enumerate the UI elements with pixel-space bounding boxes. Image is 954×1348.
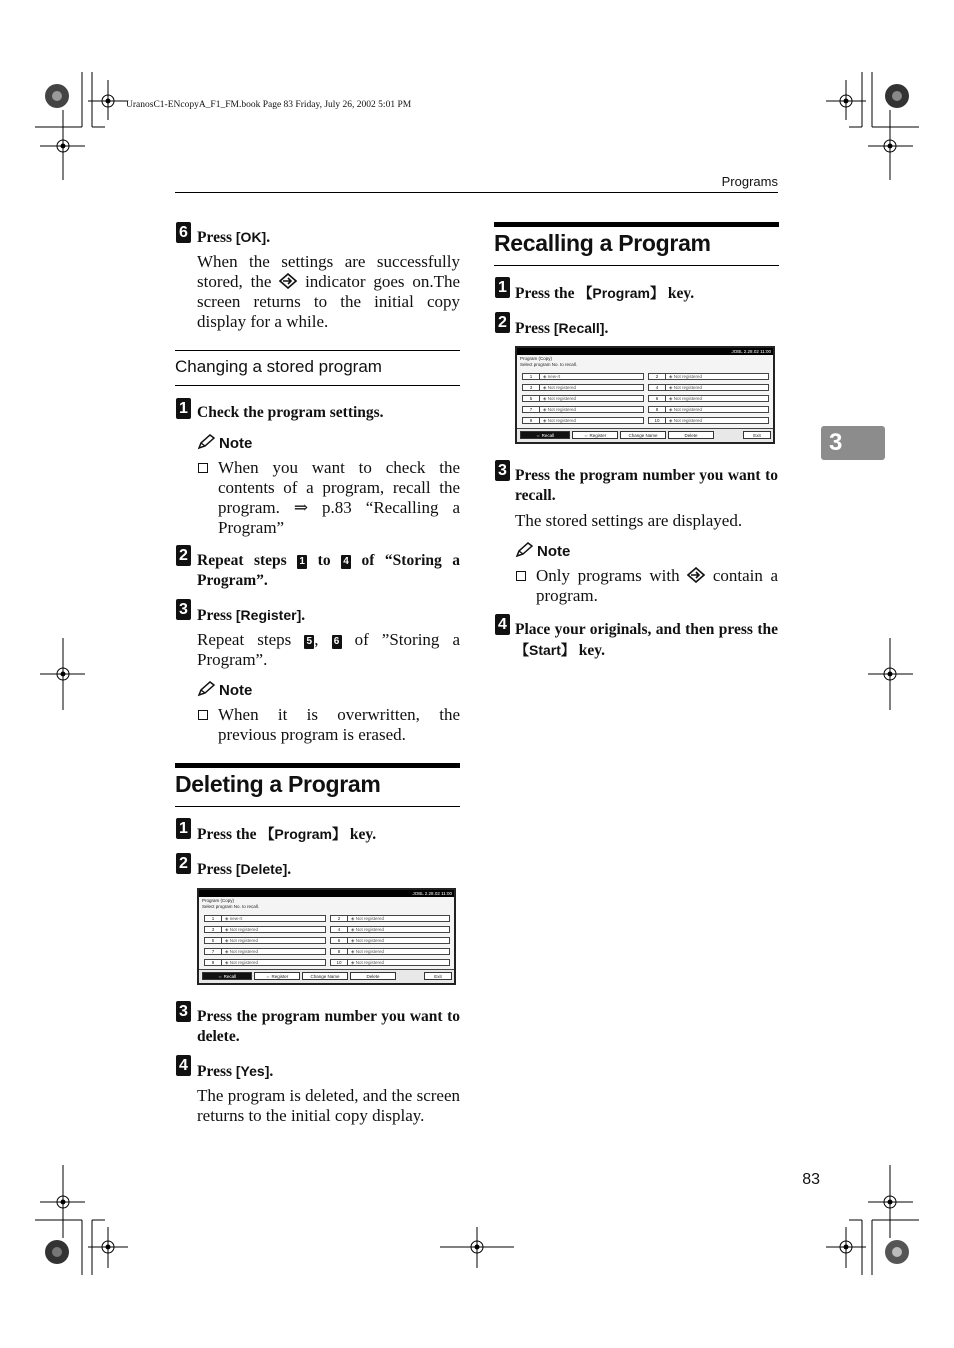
note-2-text: When it is overwritten, the previous program is erased. xyxy=(218,705,460,744)
screen-change-name-button: Change Name xyxy=(620,431,666,439)
step-badge: 4 xyxy=(176,1055,191,1076)
program-slot: 5 ◈ Not registered xyxy=(204,937,326,944)
screen-prompt: Select program No. to recall. xyxy=(520,362,578,367)
repeat-steps-heading: Repeat steps 1 to 4 of “Storing a Program”. xyxy=(197,552,460,589)
program-slot: 2 ◈ Not registered xyxy=(648,373,769,380)
chapter-tab: 3 xyxy=(821,426,885,460)
running-head: Programs xyxy=(721,174,778,189)
step-badge: 1 xyxy=(176,398,191,419)
press-yes-body: The program is deleted, and the screen returns to the initial copy display. xyxy=(197,1086,460,1125)
delete-key-label: [Delete] xyxy=(235,861,288,877)
program-slot: 7 ◈ Not registered xyxy=(204,948,326,955)
program-slot: 2 ◈ Not registered xyxy=(330,915,450,922)
program-slot: 1 ◈ new-rt xyxy=(204,915,326,922)
checkbox-bullet xyxy=(516,571,526,581)
screen-status-bar: JOBL 2.28.02 11:00 xyxy=(199,890,454,897)
section-rule xyxy=(175,806,460,807)
program-slot: 9 ◈ Not registered xyxy=(522,417,644,424)
screen-recall-button: ⇔ Recall xyxy=(520,431,570,439)
step-6-body: When the settings are successfully stored, the indicator goes on.The screen returns to the initial copy display for a while. xyxy=(197,252,461,331)
screen-title: Program (Copy) xyxy=(520,356,553,361)
note-title: Note xyxy=(219,435,253,452)
recall-key-label: [Recall] xyxy=(553,320,605,336)
pencil-note-icon xyxy=(197,435,219,452)
press-number-delete-heading: Press the program number you want to delete. xyxy=(197,1008,460,1045)
screen-register-button: ⇔ Register xyxy=(254,972,300,980)
step-badge: 2 xyxy=(495,312,510,333)
screen-register-button: ⇔ Register xyxy=(572,431,618,439)
yes-key-label: [Yes] xyxy=(235,1063,270,1079)
screen-prompt: Select program No. to recall. xyxy=(202,904,260,909)
screen-status-bar: JOBL 2.28.02 11:00 xyxy=(517,348,773,355)
page-number: 83 xyxy=(802,1171,820,1188)
step-badge: 2 xyxy=(176,545,191,566)
check-settings-heading: Check the program settings. xyxy=(197,404,384,421)
program-slot: 4 ◈ Not registered xyxy=(648,384,769,391)
program-slot: 10 ◈ Not registered xyxy=(330,959,450,966)
step-badge: 3 xyxy=(176,599,191,620)
program-slot: 6 ◈ Not registered xyxy=(330,937,450,944)
note-block-2 xyxy=(197,681,252,700)
program-indicator-icon xyxy=(687,566,713,585)
program-slot: 4 ◈ Not registered xyxy=(330,926,450,933)
step-badge: 3 xyxy=(176,1001,191,1022)
program-slot: 8 ◈ Not registered xyxy=(648,406,769,413)
section-rule-thick xyxy=(494,222,779,227)
ok-key-label: [OK] xyxy=(235,229,267,245)
program-slot: 7 ◈ Not registered xyxy=(522,406,644,413)
pencil-note-icon xyxy=(515,543,537,560)
place-originals-heading: Place your originals, and then press the 【Start】 key. xyxy=(515,621,778,659)
section-rule-bottom xyxy=(175,385,460,386)
step-badge: 1 xyxy=(176,818,191,839)
program-slot: 1 ◈ new-rt xyxy=(522,373,644,380)
step-badge: 4 xyxy=(495,614,510,635)
screen-button-bar xyxy=(199,969,454,983)
deleting-heading: Deleting a Program xyxy=(175,771,381,797)
section-rule-top xyxy=(175,350,460,351)
program-slot: 8 ◈ Not registered xyxy=(330,948,450,955)
note-block-1 xyxy=(197,434,252,453)
program-slot: 10 ◈ Not registered xyxy=(648,417,769,424)
start-key-label: 【Start】 xyxy=(515,642,575,658)
program-slot: 5 ◈ Not registered xyxy=(522,395,644,402)
press-register-body: Repeat steps 5 , 6 of ”Storing a Program”. xyxy=(197,630,461,669)
press-number-recall-heading: Press the program number you want to recall. xyxy=(515,467,778,504)
section-rule xyxy=(494,265,779,266)
recall-press-program-heading: Press the 【Program】 key. xyxy=(515,285,695,302)
step-badge: 2 xyxy=(176,853,191,874)
press-register-heading: Press [Register]. xyxy=(197,607,306,624)
checkbox-bullet xyxy=(198,463,208,473)
note-title: Note xyxy=(537,543,571,560)
note-1-text: When you want to check the contents of a program, recall the program. ⇒ p.83 “Recalling a Program” xyxy=(218,458,460,537)
screen-exit-button: Exit xyxy=(743,431,771,439)
checkbox-bullet xyxy=(198,710,208,720)
screen-change-name-button: Change Name xyxy=(302,972,348,980)
screen-delete-button: Delete xyxy=(350,972,396,980)
section-rule-thick xyxy=(175,763,460,768)
file-stamp: UranosC1-ENcopyA_F1_FM.book Page 83 Friday, July 26, 2002 5:01 PM xyxy=(126,100,412,110)
press-delete-heading: Press [Delete]. xyxy=(197,861,292,878)
program-screen-recall xyxy=(515,346,775,444)
program-screen-delete xyxy=(197,888,456,985)
step-badge: 3 xyxy=(495,460,510,481)
recall-body: The stored settings are displayed. xyxy=(515,511,743,530)
note-title: Note xyxy=(219,682,253,699)
program-slot: 9 ◈ Not registered xyxy=(204,959,326,966)
screen-title: Program (Copy) xyxy=(202,898,235,903)
note-block-3 xyxy=(515,542,570,561)
screen-exit-button: Exit xyxy=(424,972,452,980)
step-badge: 6 xyxy=(176,222,191,243)
press-yes-heading: Press [Yes]. xyxy=(197,1063,274,1080)
program-indicator-icon xyxy=(279,272,305,291)
program-key-label: 【Program】 xyxy=(578,285,665,301)
program-slot: 3 ◈ Not registered xyxy=(522,384,644,391)
press-recall-heading: Press [Recall]. xyxy=(515,320,609,337)
step-badge: 1 xyxy=(495,277,510,298)
press-program-key-heading: Press the 【Program】 key. xyxy=(197,826,377,843)
pencil-note-icon xyxy=(197,682,219,699)
step-6-heading: Press [OK]. xyxy=(197,229,271,246)
screen-recall-button: ⇔ Recall xyxy=(202,972,252,980)
changing-subheading: Changing a stored program xyxy=(175,357,382,376)
program-key-label: 【Program】 xyxy=(260,826,347,842)
note-3-text: Only programs with contain a program. xyxy=(536,566,778,605)
header-rule xyxy=(175,192,778,193)
screen-button-bar xyxy=(517,428,773,442)
screen-delete-button: Delete xyxy=(668,431,714,439)
program-slot: 3 ◈ Not registered xyxy=(204,926,326,933)
program-slot: 6 ◈ Not registered xyxy=(648,395,769,402)
register-key-label: [Register] xyxy=(235,607,302,623)
recalling-heading: Recalling a Program xyxy=(494,230,711,256)
